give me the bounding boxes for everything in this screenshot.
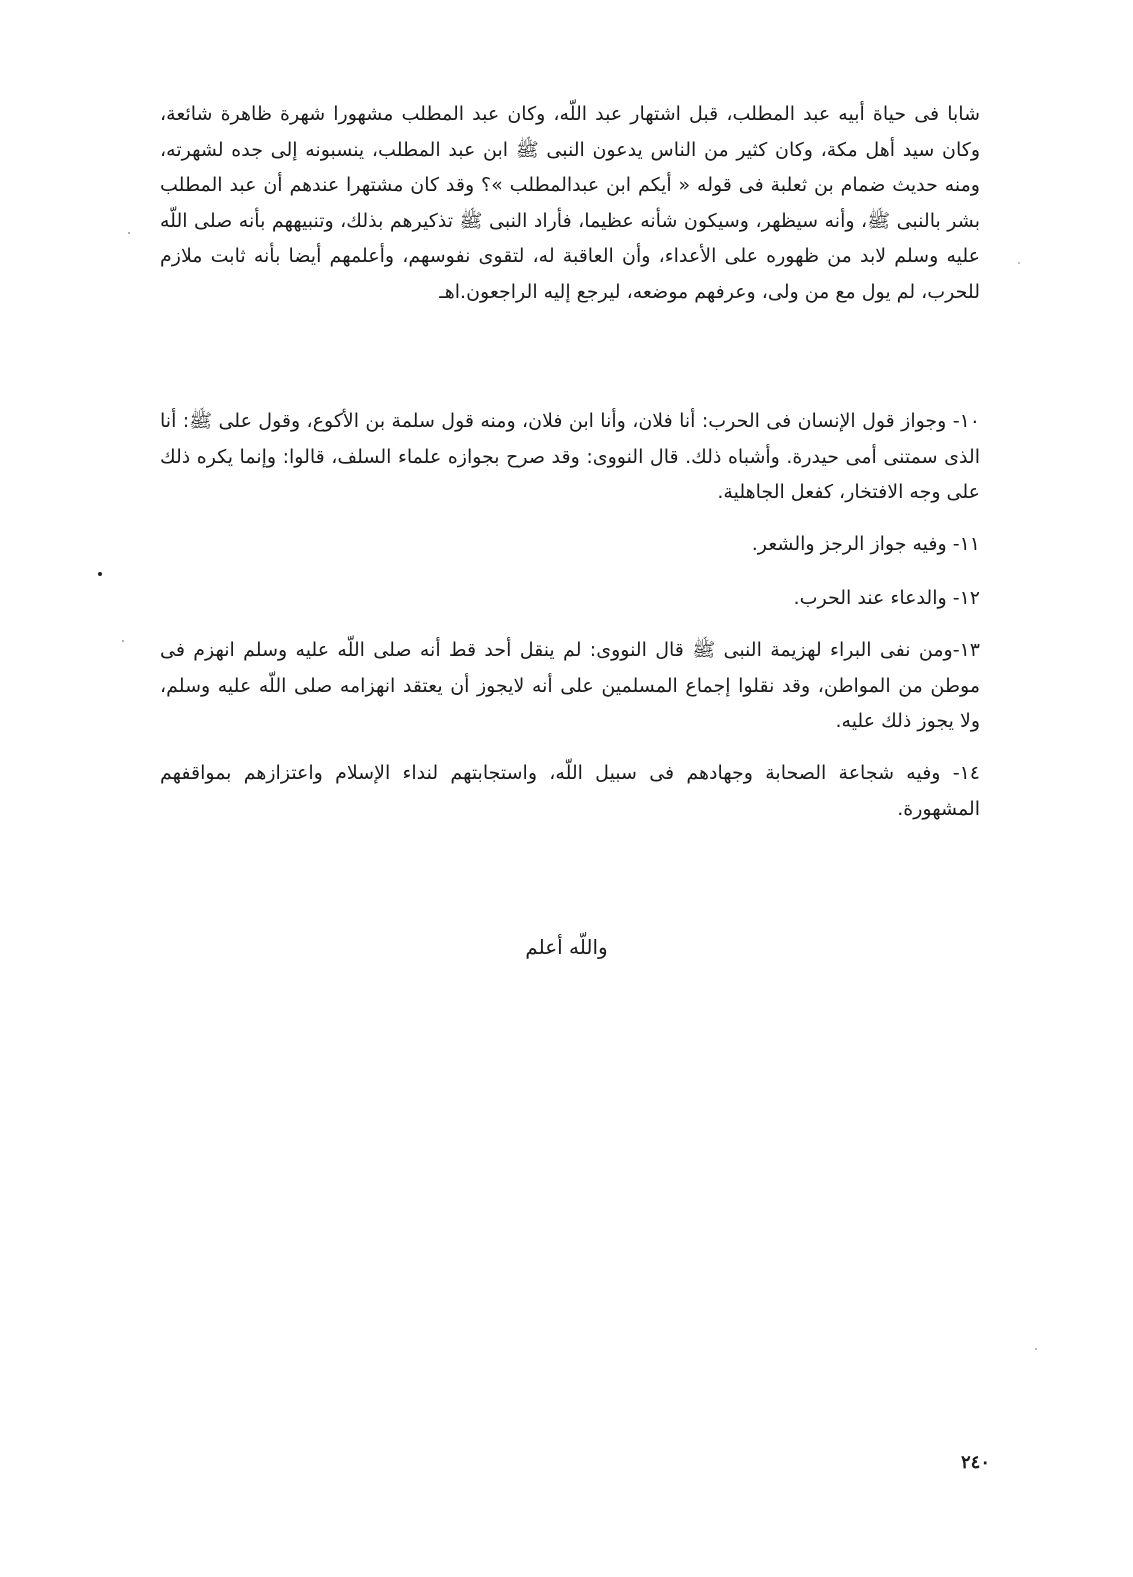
- item-text: ومن نفى البراء لهزيمة النبى ﷺ قال النووى: لم ينقل أحد قط أنه صلى اللّه عليه وسلم انهزم فى موطن من المواطن، وقد نقلوا إجماع المسلمين على أنه لايجوز أن يعتقد انهزامه صلى اللّه عليه وسلم، ولا يجوز ذلك عليه.: [160, 639, 980, 733]
- scan-speck: [122, 640, 124, 642]
- page-number: ٢٤٠: [960, 1452, 990, 1473]
- item-text: وجواز قول الإنسان فى الحرب: أنا فلان، وأنا ابن فلان، ومنه قول سلمة بن الأكوع، وقول على ﷺ: أنا الذى سمتنى أمى حيدرة. وأشباه ذلك. قال النووى: وقد صرح بجوازه علماء السلف، قالوا: وإنما يكره ذلك على وجه الافتخار، كفعل الجاهلية.: [160, 410, 980, 504]
- item-number: ١٢-: [952, 587, 980, 609]
- item-text: وفيه شجاعة الصحابة وجهادهم فى سبيل اللّه، واستجابتهم لنداء الإسلام واعتزازهم بمواقفهم المشهورة.: [160, 762, 980, 820]
- list-item-13: [160, 633, 980, 740]
- scan-speck: [98, 572, 102, 576]
- item-text: وفيه جواز الرجز والشعر.: [751, 533, 953, 555]
- list-item-10: [160, 404, 980, 511]
- list-item-11: [160, 527, 980, 563]
- list-item-12: [160, 581, 980, 617]
- item-number: ١٠-: [952, 410, 980, 432]
- item-number: ١٤-: [952, 762, 980, 784]
- item-text: والدعاء عند الحرب.: [793, 587, 953, 609]
- scan-speck: [1018, 262, 1020, 264]
- scan-speck: [128, 232, 130, 234]
- list-item-14: [160, 756, 980, 828]
- item-number: ١٣-: [952, 639, 980, 661]
- intro-paragraph: شابا فى حياة أبيه عبد المطلب، قبل اشتهار عبد اللّه، وكان عبد المطلب مشهورا شهرة ظاهرة شائعة، وكان سيد أهل مكة، وكان كثير من الناس يدعون النبى ﷺ ابن عبد المطلب، ينسبونه إلى جده لشهرته، ومنه حديث ضمام بن ثعلبة فى قوله « أيكم ابن عبدالمطلب »؟ وقد كان مشتهرا عندهم أن عبد المطلب بشر بالنبى ﷺ، وأنه سيظهر، وسيكون شأنه عظيما، فأراد النبى ﷺ تذكيرهم بذلك، وتنبيههم بأنه صلى اللّه عليه وسلم لابد من ظهوره على الأعداء، وأن العاقبة له، لتقوى نفوسهم، وأعلمهم أيضا بأنه ثابت ملازم للحرب، لم يول مع من ولى، وعرفهم موضعه، ليرجع إليه الراجعون.اهـ: [160, 103, 980, 303]
- scan-speck: [1035, 1348, 1037, 1350]
- closing-phrase: واللّه أعلم: [525, 935, 608, 959]
- item-number: ١١-: [952, 533, 980, 555]
- numbered-list: [160, 404, 980, 828]
